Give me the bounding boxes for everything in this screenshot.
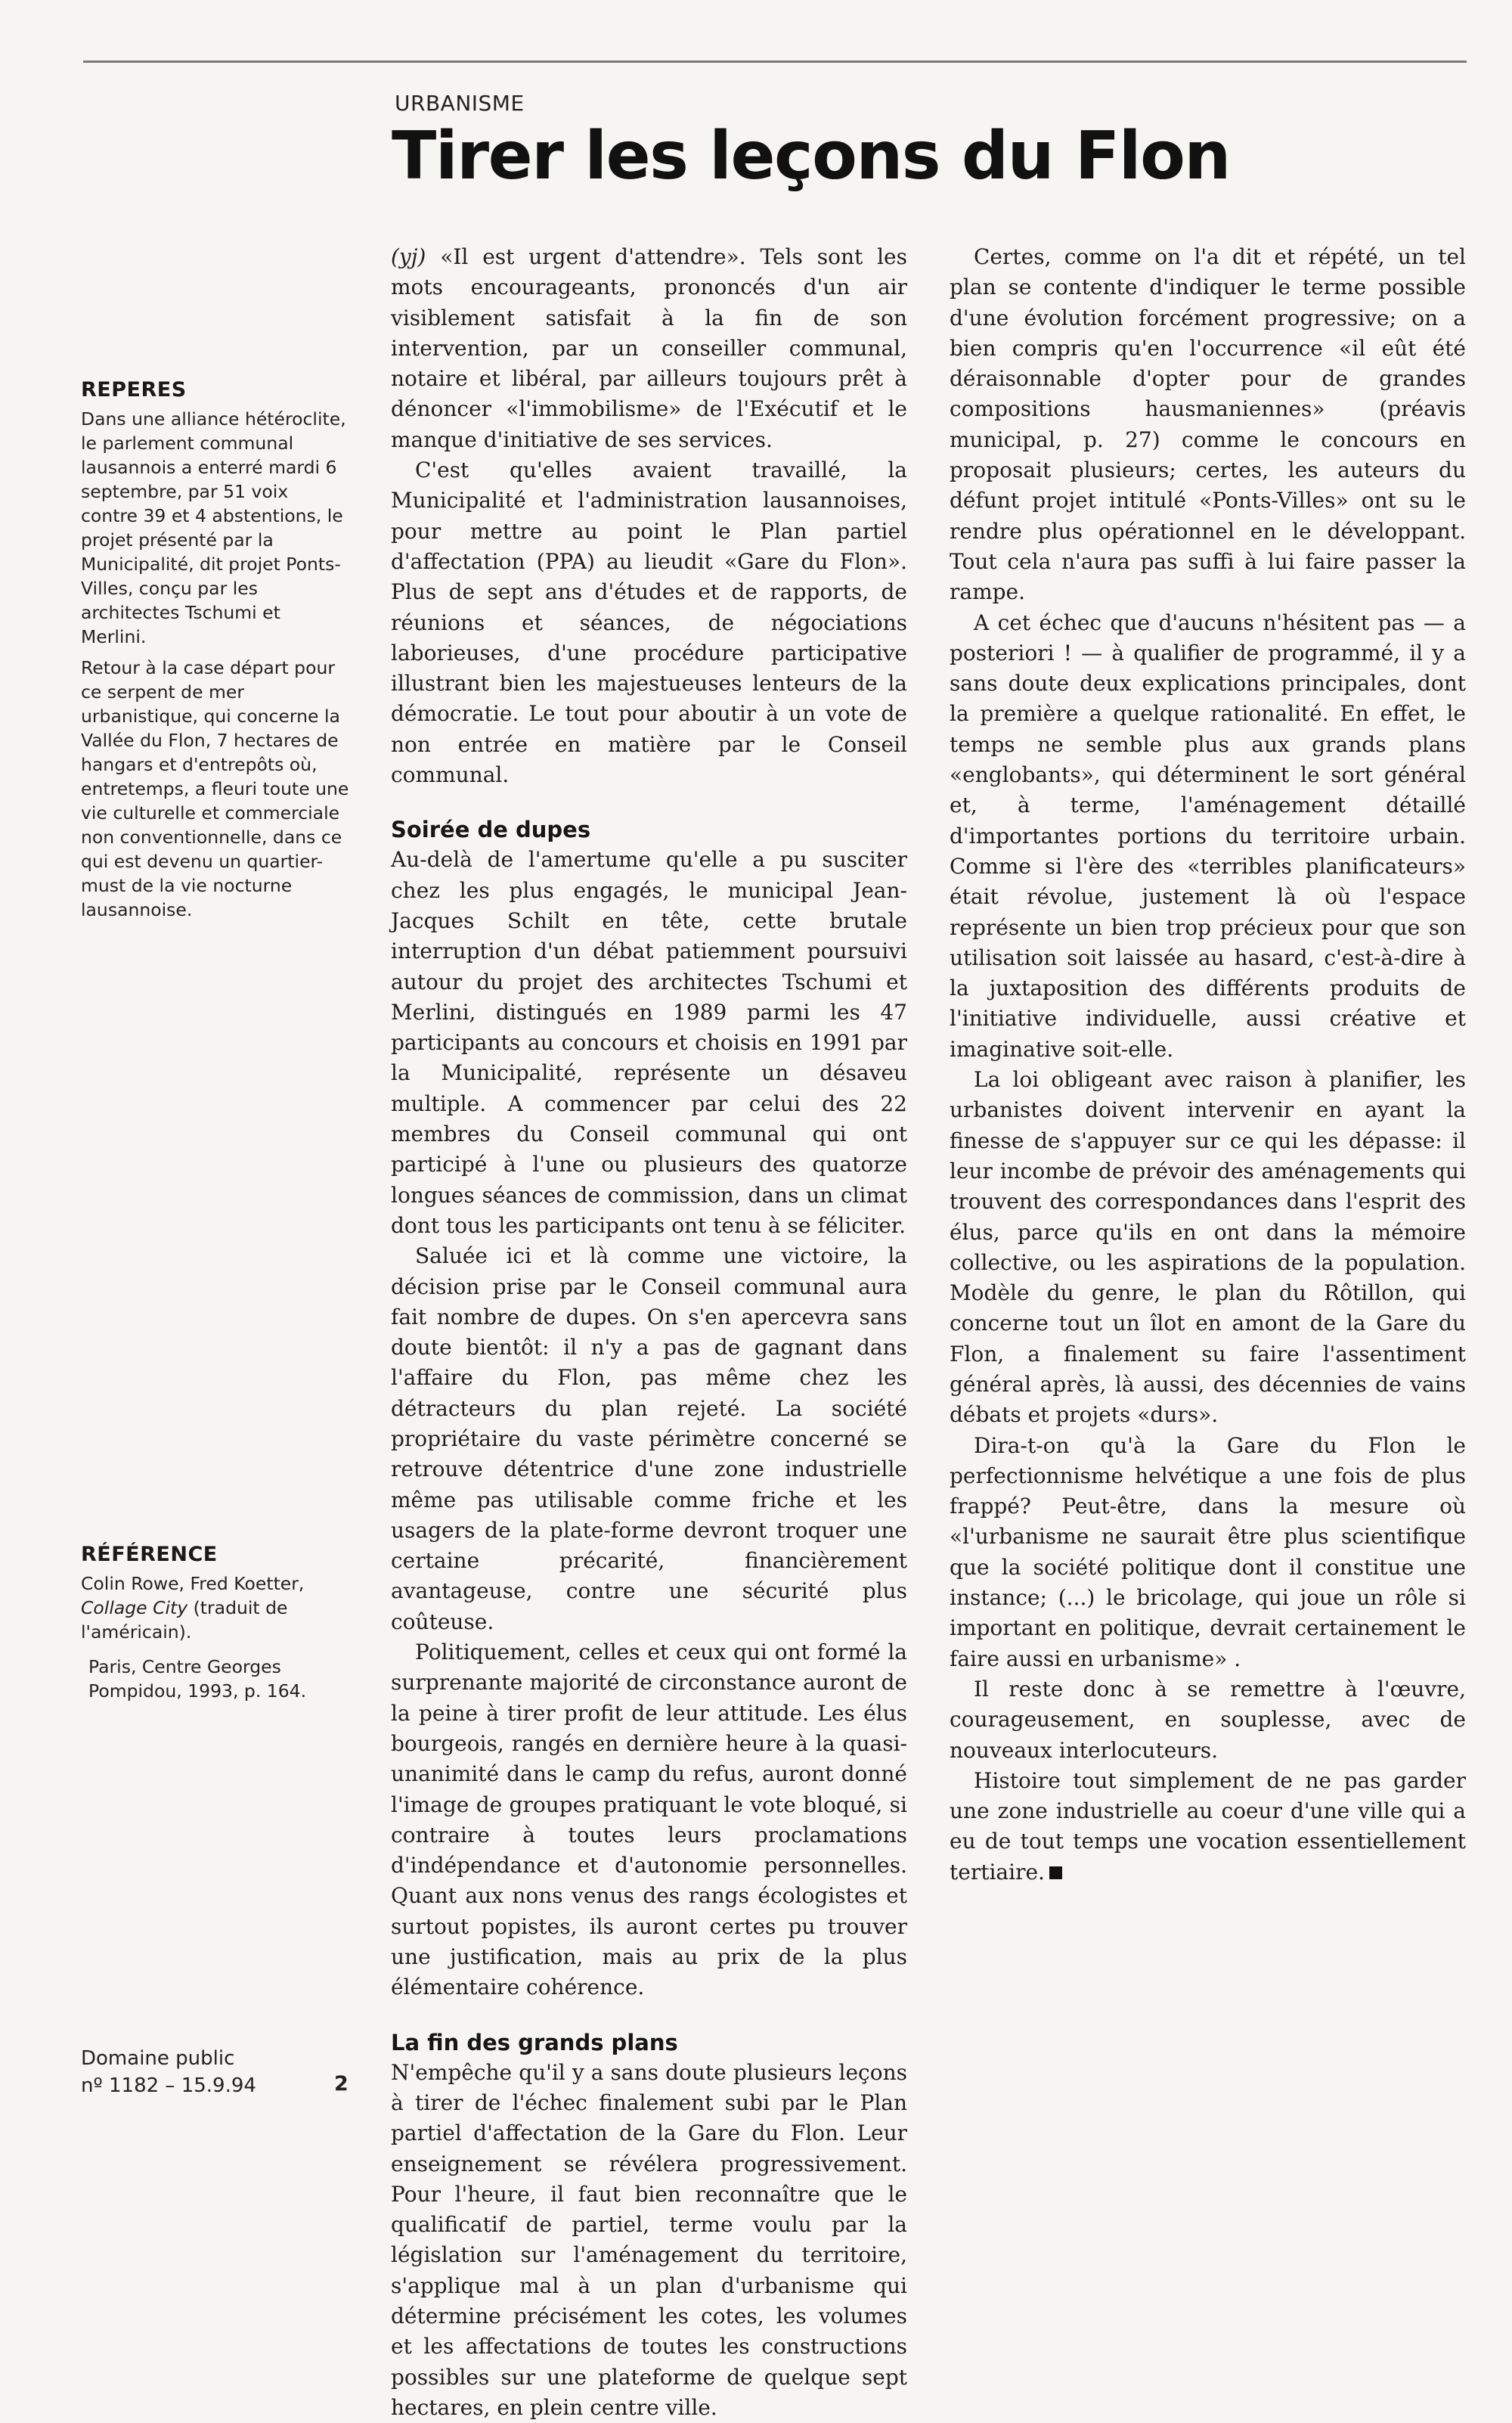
reference-citation: [81, 1571, 350, 1644]
body-paragraph-1: [391, 242, 907, 455]
reference-publisher: Paris, Centre Georges Pompidou, 1993, p. 164.: [88, 1656, 307, 1702]
body-paragraph-12: [950, 1766, 1466, 1888]
subheading-1: Soirée de dupes: [391, 817, 591, 843]
reference-heading: RÉFÉRENCE: [81, 1543, 218, 1566]
reference-authors: Colin Rowe, Fred Koetter,: [81, 1573, 305, 1594]
byline: (yj): [391, 244, 426, 269]
section-kicker: URBANISME: [395, 91, 525, 116]
body-column-1: [391, 242, 907, 2423]
body-paragraph-7: Certes, comme on l'a dit et répété, un tel plan se contente d'indiquer le terme possible d'une évolution forcément progressive; on a bien compris qu'en l'occurrence «il eût été déraisonnable d'opter pour de grandes compositions hausmaniennes» (préavis municipal, p. 27) comme le concours en proposait plusieurs; certes, les auteurs du défunt projet intitulé «Ponts-Villes» ont su le rendre plus opérationnel en le développant. Tout cela n'aura pas suffi à lui faire passer la rampe.: [950, 244, 1466, 605]
issue-info: nº 1182 – 15.9.94: [81, 2074, 256, 2097]
reference-box: [81, 1543, 350, 1714]
body-paragraph-4: Saluée ici et là comme une victoire, la décision prise par le Conseil communal aura fait nombre de dupes. On s'en apercevra sans doute bientôt: il n'y a pas de gagnant dans l'affaire du Flon, pas même chez les détracteurs du plan rejeté. La société propriétaire du vaste périmètre concerné se retrouve détentrice d'une zone industrielle même pas utilisable comme friche et les usagers de la plate-forme devront troquer une certaine précarité, financièrement avantageuse, contre une sécurité plus coûteuse.: [391, 1243, 907, 1634]
end-of-article-mark: [1049, 1866, 1062, 1879]
reperes-paragraph-1: Dans une alliance hétéroclite, le parlement communal lausannois a enterré mardi 6 septembre, par 51 voix contre 39 et 4 abstentions, le projet présenté par la Municipalité, dit projet Ponts-Villes, conçu par les architectes Tschumi et Merlini.: [81, 408, 346, 647]
reference-book-title: Collage City: [81, 1597, 188, 1618]
reperes-box: [81, 378, 350, 929]
body-paragraph-12-text: Histoire tout simplement de ne pas garder une zone industrielle au coeur d'une ville qui a eu de tout temps une vocation essentiellement tertiaire.: [950, 1767, 1466, 1885]
body-paragraph-1-text: «Il est urgent d'attendre». Tels sont les mots encourageants, prononcés d'un air visiblement satisfait à la fin de son intervention, par un conseiller communal, notaire et libéral, par ailleurs toujours prêt à dénoncer «l'immobilisme» de l'Exécutif et le manque d'initiative de ses services.: [391, 244, 907, 452]
body-paragraph-11: Il reste donc à se remettre à l'œuvre, courageusement, en souplesse, avec de nouveaux interlocuteurs.: [950, 1676, 1466, 1763]
page-number: 2: [334, 2072, 349, 2096]
reperes-paragraph-2: Retour à la case départ pour ce serpent de mer urbanistique, qui concerne la Vallée du Flon, 7 hectares de hangars et d'entrepôts où, entretemps, a fleuri toute une vie culturelle et commerciale non conventionnelle, dans ce qui est devenu un quartier-must de la vie nocturne lausannoise.: [81, 657, 349, 920]
subheading-2: La fin des grands plans: [391, 2029, 678, 2055]
body-paragraph-3: Au-delà de l'amertume qu'elle a pu susciter chez les plus engagés, le municipal Jean-Jacques Schilt en tête, cette brutale interruption d'un débat patiemment poursuivi autour du projet des architectes Tschumi et Merlini, distingués en 1989 parmi les 47 participants au concours et choisis en 1991 par la Municipalité, représente un désaveu multiple. A commencer par celui des 22 membres du Conseil communal qui ont participé à l'une ou plusieurs des quatorze longues séances de commission, dans un climat dont tous les participants ont tenu à se féliciter.: [391, 847, 907, 1238]
reference-note: (traduit de l'américain).: [81, 1597, 288, 1643]
body-paragraph-2: C'est qu'elles avaient travaillé, la Municipalité et l'administration lausannoises, pour mettre au point le Plan partiel d'affectation (PPA) au lieudit «Gare du Flon». Plus de sept ans d'études et de rapports, de réunions et séances, de négociations laborieuses, d'une procédure participative illustrant bien les majestueuses lenteurs de la démocratie. Le tout pour aboutir à un vote de non entrée en matière par le Conseil communal.: [391, 458, 907, 788]
body-paragraph-5: Politiquement, celles et ceux qui ont formé la surprenante majorité de circonstance auront de la peine à tirer profit de leur attitude. Les élus bourgeois, rangés en dernière heure à la quasi-unanimité dans le camp du refus, auront donné l'image de groupes pratiquant le vote bloqué, si contraire à toutes leurs proclamations d'indépendance et d'autonomie personnelles. Quant aux nons venus des rangs écologistes et surtout popistes, ils auront certes pu trouver une justification, mais au prix de la plus élémentaire cohérence.: [391, 1640, 907, 2000]
body-column-2: [950, 242, 1466, 1888]
publication-name: Domaine public: [81, 2047, 235, 2070]
body-paragraph-8: A cet échec que d'aucuns n'hésitent pas — a posteriori ! — à qualifier de programmé, il y a sans doute deux explications principales, dont la première a quelque rationalité. En effet, le temps ne semble plus aux grands plans «englobants», qui déterminent le sort général et, à terme, l'aménagement détaillé d'importantes portions du territoire urbain. Comme si l'ère des «terribles planificateurs» était révolue, justement là où l'espace représente un bien trop précieux pour que son utilisation soit laissée au hasard, c'est-à-dire à la juxtaposition des différents produits de l'initiative individuelle, aussi créative et imaginative soit-elle.: [950, 610, 1466, 1062]
page-footer: [81, 2045, 361, 2099]
body-paragraph-9: La loi obligeant avec raison à planifier, les urbanistes doivent intervenir en ayant la finesse de s'appuyer sur ce qui les dépasse: il leur incombe de prévoir des aménagements qui trouvent des correspondances dans l'esprit des élus, parce qu'ils en ont dans la mémoire collective, ou les aspirations de la population. Modèle du genre, le plan du Rôtillon, qui concerne tout un îlot en amont de la Gare du Flon, a finalement su faire l'assentiment général après, là aussi, des décennies de vains débats et projets «durs».: [950, 1067, 1466, 1428]
body-paragraph-6: N'empêche qu'il y a sans doute plusieurs leçons à tirer de l'échec finalement subi par le Plan partiel d'affectation de la Gare du Flon. Leur enseignement se révélera progressivement. Pour l'heure, il faut bien reconnaître que le qualificatif de partiel, terme voulu par la législation sur l'aménagement du territoire, s'applique mal à un plan d'urbanisme qui détermine précisément les cotes, les volumes et les affectations de toutes les constructions possibles sur une plateforme de quelque sept hectares, en plein centre ville.: [391, 2059, 907, 2420]
body-paragraph-10: Dira-t-on qu'à la Gare du Flon le perfectionnisme helvétique a une fois de plus frappé? Peut-être, dans la mesure où «l'urbanisme ne saurait être plus scientifique que la société politique dont il constitue une instance; (...) le bricolage, qui joue un rôle si important en politique, devrait certainement le faire aussi en urbanisme» .: [950, 1432, 1466, 1671]
top-rule: [83, 60, 1467, 63]
article-headline: Tirer les leçons du Flon: [392, 117, 1230, 194]
reperes-heading: REPERES: [81, 378, 187, 402]
